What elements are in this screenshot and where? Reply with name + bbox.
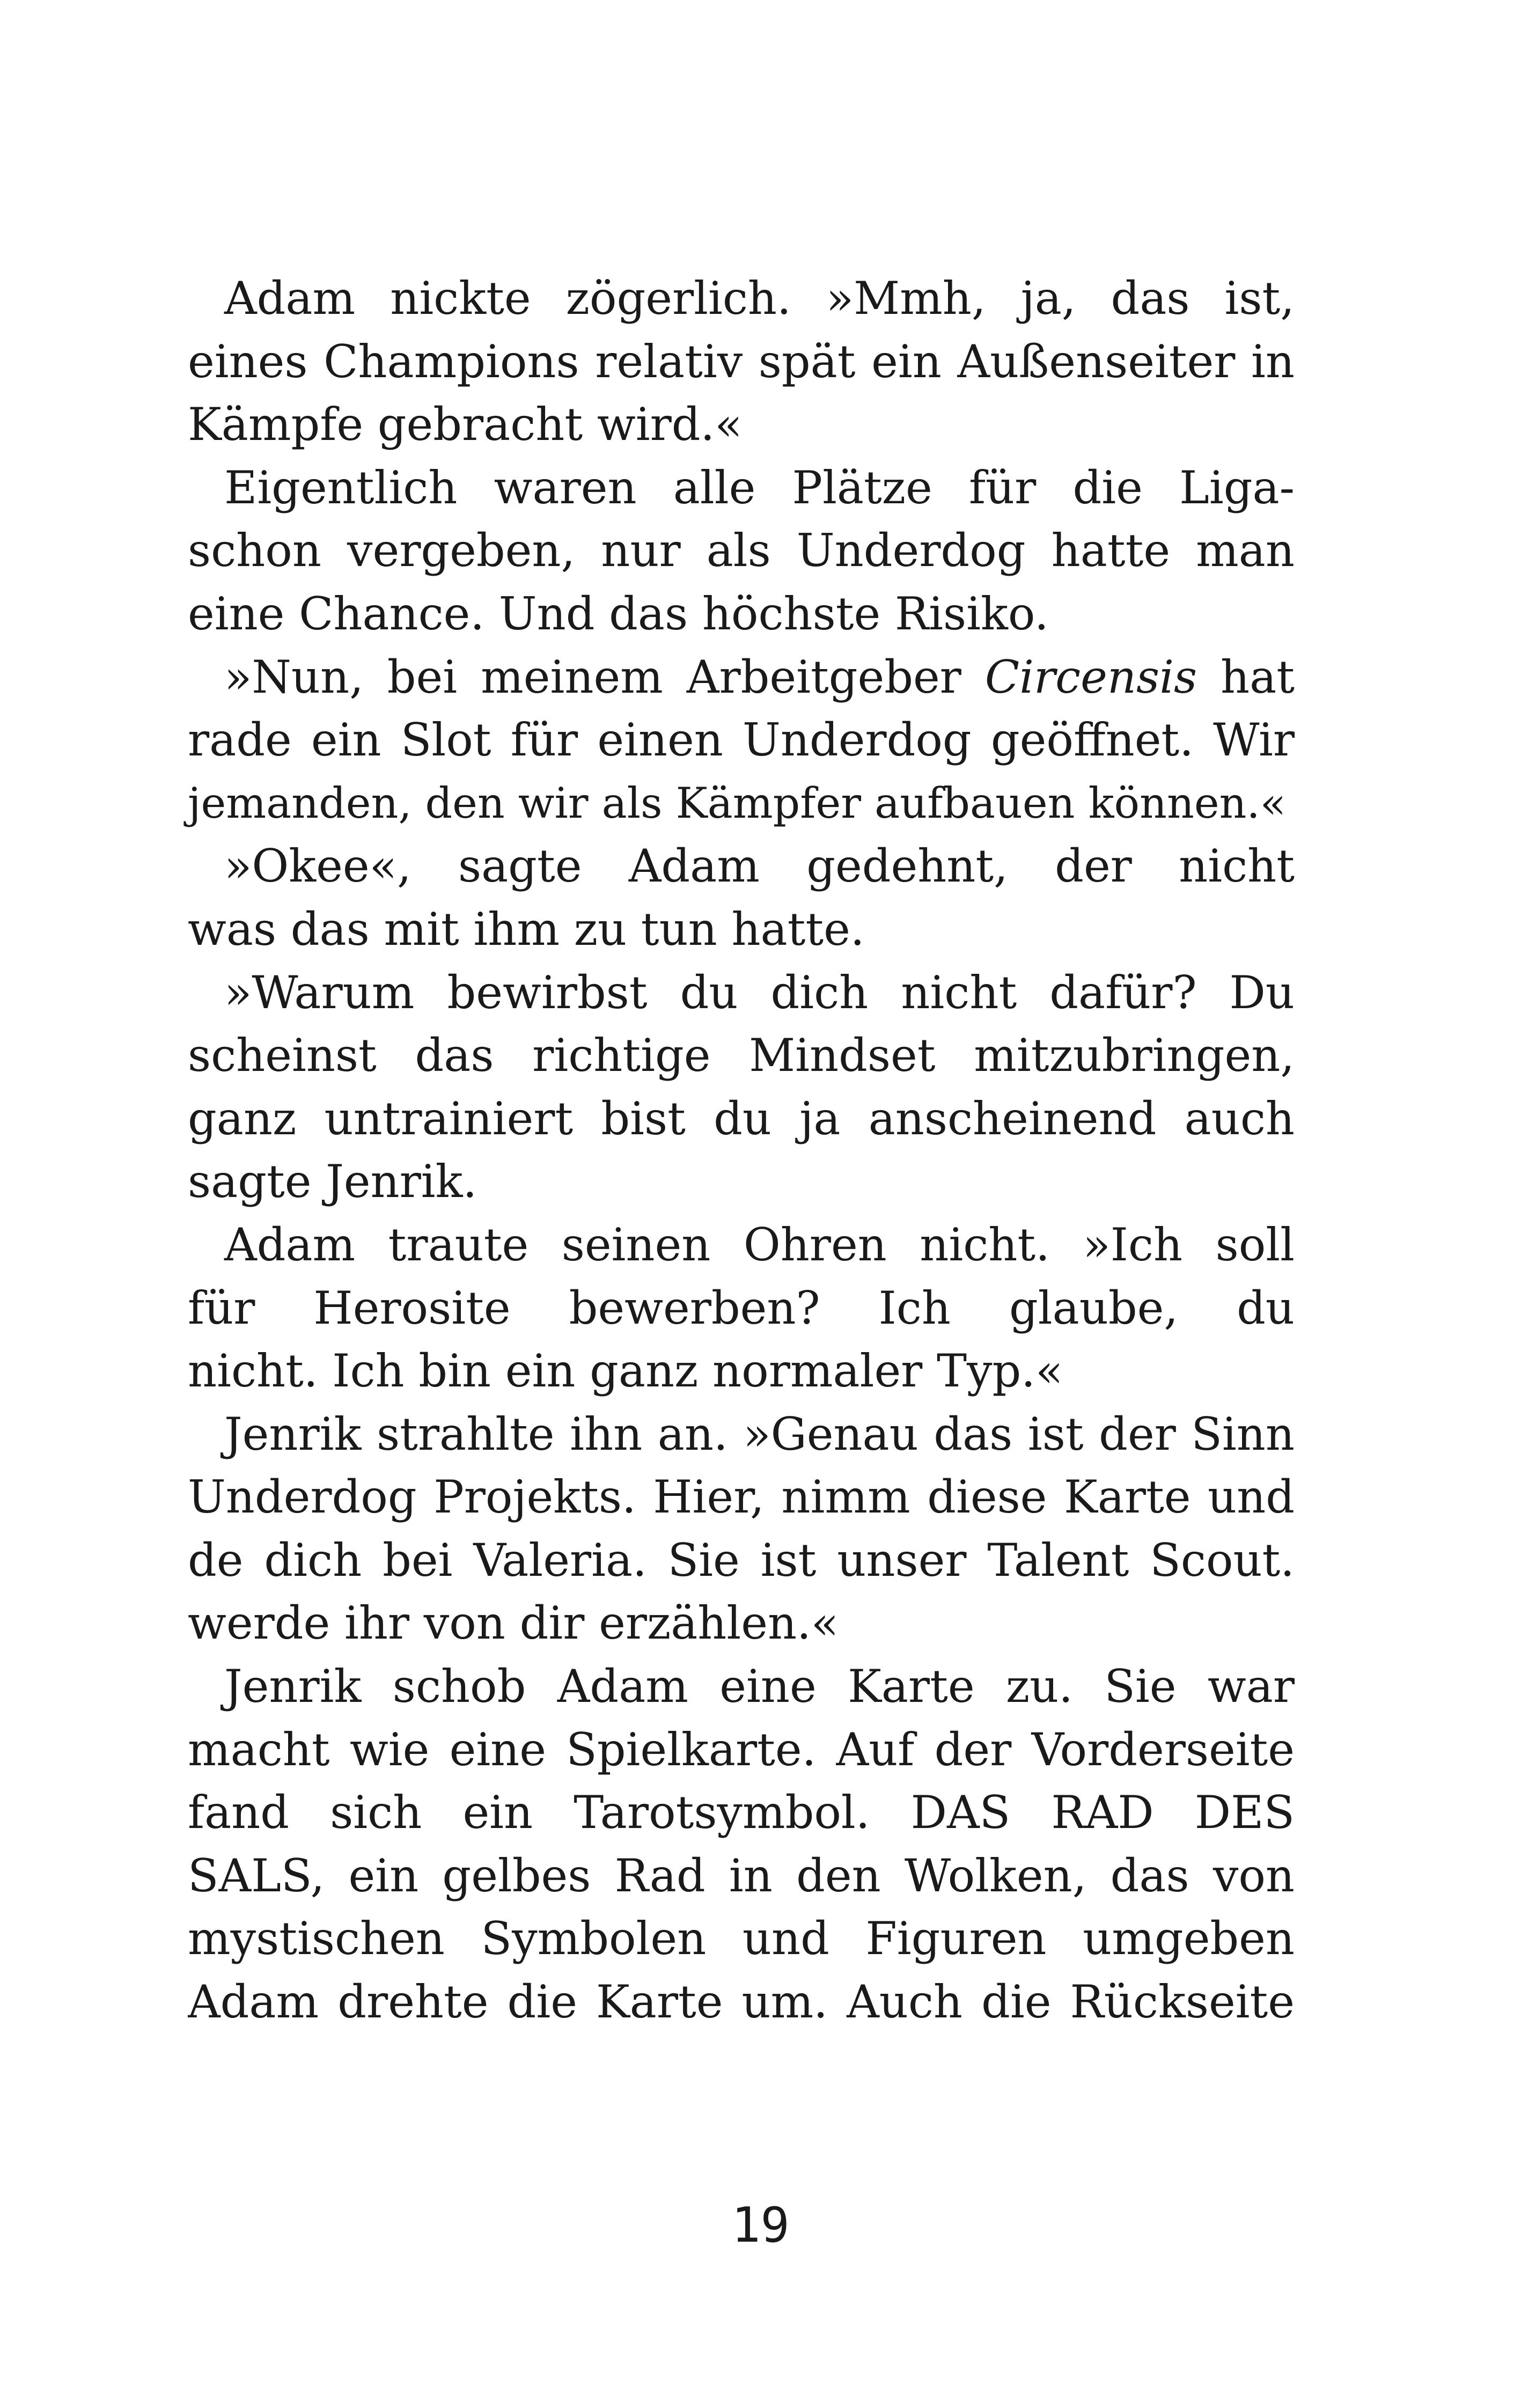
text-line: Jenrik strahlte ihn an. »Genau das ist der Sinn — [224, 1407, 1295, 1460]
text-segment: hat — [1221, 650, 1295, 703]
text-line: Adam nickte zögerlich. »Mmh, ja, das ist, — [224, 272, 1295, 325]
body-text — [188, 267, 1295, 2034]
text-line: nicht. Ich bin ein ganz normaler Typ.« — [188, 1345, 1063, 1398]
text-line: was das mit ihm zu tun hatte. — [188, 902, 865, 956]
text-line: de dich bei Valeria. Sie ist unser Talent Scout. — [188, 1533, 1295, 1587]
text-line: Kämpfe gebracht wird.« — [188, 398, 743, 451]
text-line: mystischen Symbolen und Figuren umgeben — [188, 1912, 1295, 1965]
italic-word: Circensis — [984, 650, 1197, 703]
text-line: SALS, ein gelbes Rad in den Wolken, das von — [188, 1849, 1295, 1902]
page-number: 19 — [731, 2197, 790, 2253]
text-line: für Herosite bewerben? Ich glaube, du — [188, 1281, 1295, 1334]
text-segment: »Nun, bei meinem Arbeitgeber — [224, 650, 985, 703]
text-line: macht wie eine Spielkarte. Auf der Vorderseite — [188, 1723, 1295, 1776]
text-line: Jenrik schob Adam eine Karte zu. Sie war — [224, 1660, 1295, 1713]
text-line: Underdog Projekts. Hier, nimm diese Karte und — [188, 1471, 1295, 1524]
text-line: rade ein Slot für einen Underdog geöffnet. Wir — [188, 714, 1295, 767]
text-line: sagte Jenrik. — [188, 1155, 477, 1208]
text-line: fand sich ein Tarotsymbol. DAS RAD DES — [188, 1786, 1295, 1839]
text-line — [188, 646, 1295, 709]
text-line: jemanden, den wir als Kämpfer aufbauen können.« — [188, 778, 1286, 828]
text-line: ganz untrainiert bist du ja anscheinend auch — [188, 1092, 1295, 1145]
text-line: eine Chance. Und das höchste Risiko. — [188, 587, 1049, 640]
text-line: scheinst das richtige Mindset mitzubringen, — [188, 1029, 1295, 1082]
text-line: Adam drehte die Karte um. Auch die Rückseite — [188, 1976, 1295, 2029]
text-line: Eigentlich waren alle Plätze für die Liga- — [224, 461, 1295, 514]
text-line: »Warum bewirbst du dich nicht dafür? Du — [224, 966, 1295, 1019]
text-line: eines Champions relativ spät ein Außenseiter in — [188, 335, 1295, 388]
text-line: schon vergeben, nur als Underdog hatte man — [188, 524, 1295, 577]
text-line: werde ihr von dir erzählen.« — [188, 1597, 839, 1650]
text-line: Adam traute seinen Ohren nicht. »Ich soll — [224, 1218, 1295, 1271]
text-line: »Okee«, sagte Adam gedehnt, der nicht — [224, 840, 1295, 893]
